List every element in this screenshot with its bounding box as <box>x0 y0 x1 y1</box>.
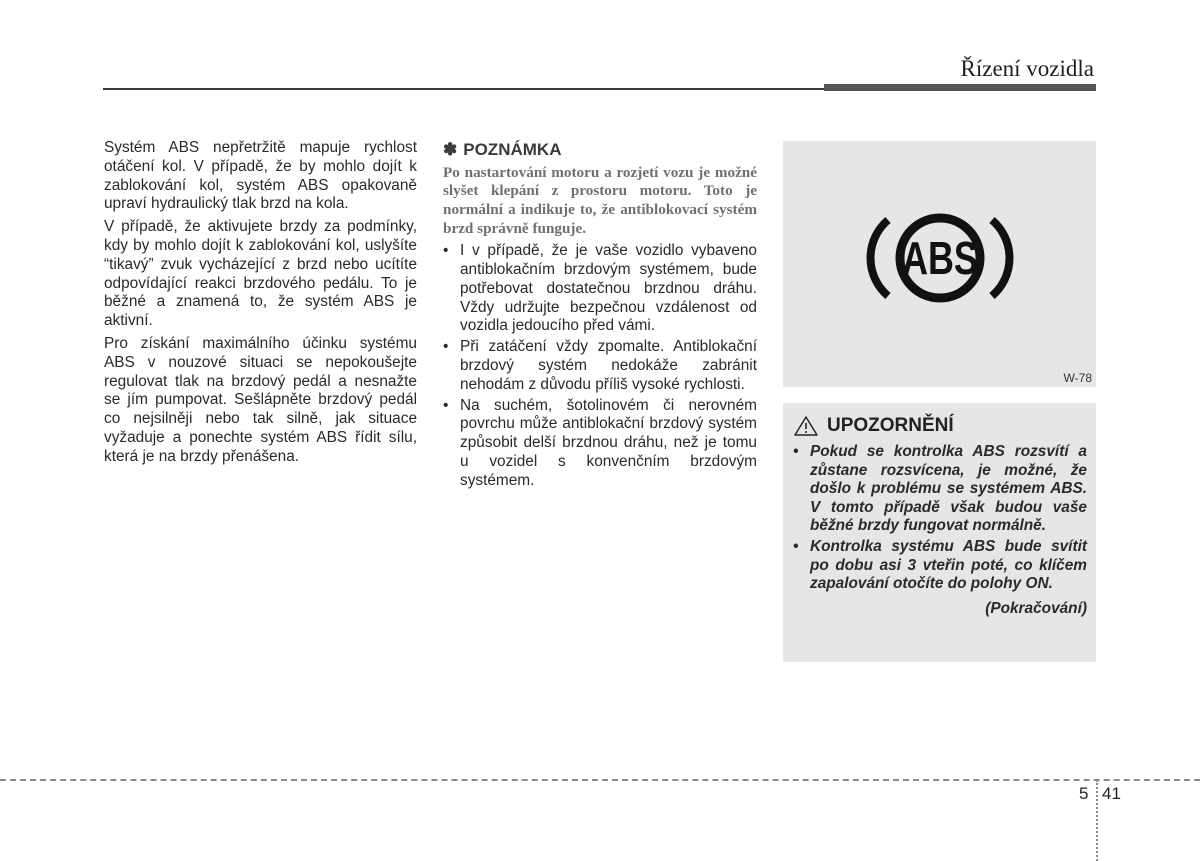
footer-divider <box>0 779 1200 781</box>
list-item-text: Kontrolka systému ABS bude svítit po dobu asi 3 vteřin poté, co klíčem zapalování otočíte do polohy ON. <box>810 537 1087 593</box>
bullet-icon: • <box>443 396 449 414</box>
bullet-icon: • <box>443 242 449 260</box>
list-item <box>443 242 757 336</box>
abs-warning-icon <box>860 203 1020 313</box>
note-bullet-list <box>443 242 757 490</box>
note-heading-label: POZNÁMKA <box>463 140 562 159</box>
warning-list <box>793 443 1087 618</box>
warning-heading-label: UPOZORNĚNÍ <box>827 415 954 436</box>
paragraph: Systém ABS nepřetržitě mapuje rychlost otáčení kol. V případě, že by mohlo dojít k zablokování kol, systém ABS opakovaně upraví hydraulický tlak brzd na kola. <box>104 139 417 213</box>
list-item-text: Na suchém, šotolinovém či nerovném povrchu může antiblokační brzdový systém způsobit delší brzdnou dráhu, než je tomu u vozidel s konvenčním brzdovým systémem. <box>460 396 757 489</box>
list-item <box>793 538 1087 594</box>
warning-panel <box>783 403 1096 662</box>
list-item <box>443 397 757 491</box>
note-star-icon: ✽ <box>443 140 458 159</box>
section-number: 5 <box>1079 784 1089 803</box>
list-item-text: I v případě, že je vaše vozidlo vybaveno antiblokačním brzdovým systémem, bude potřebovat dostatečnou brzdnou dráhu. Vždy udržujte bezpečnou vzdálenost od vozidla jedoucího před vámi. <box>460 242 757 335</box>
abs-icon-label: ABS <box>902 232 978 285</box>
list-item-text: Pokud se kontrolka ABS rozsvítí a zůstane rozsvícena, je možné, že došlo k problému se systémem ABS. V tomto případě však budou vaše běžné brzdy fungovat normálně. <box>810 443 1087 535</box>
figure-code: W-78 <box>1063 371 1092 385</box>
page-number: 41 <box>1102 784 1121 803</box>
header-rule-accent <box>824 84 1096 91</box>
header-rule <box>103 88 824 90</box>
abs-figure-panel <box>783 141 1096 387</box>
note-column <box>443 141 757 493</box>
list-item <box>443 338 757 394</box>
bullet-icon: • <box>443 338 449 356</box>
paragraph: V případě, že aktivujete brzdy za podmínky, kdy by mohlo dojít k zablokování kol, uslyšíte “tikavý” zvuk vycházející z brzd nebo ucítíte odpovídající reakci brzdového pedálu. To je běžné a znamená to, že systém ABS je aktivní. <box>104 218 417 330</box>
note-body: Po nastartování motoru a rozjetí vozu je možné slyšet klepání z prostoru motoru. Toto je normální a indikuje to, že antiblokovací systém brzd správně funguje. <box>443 163 757 237</box>
continued-label: (Pokračování) <box>985 599 1087 617</box>
footer-vertical-divider <box>1096 780 1098 861</box>
main-text-column <box>104 139 417 471</box>
warning-triangle-icon <box>793 415 819 437</box>
list-item-text: Při zatáčení vždy zpomalte. Antiblokační brzdový systém nedokáže zabránit nehodám z důvodu příliš vysoké rychlosti. <box>460 338 757 393</box>
page-header-title: Řízení vozidla <box>960 56 1094 81</box>
warning-heading <box>793 415 954 437</box>
note-heading <box>443 141 757 160</box>
list-item <box>793 443 1087 536</box>
paragraph: Pro získání maximálního účinku systému ABS v nouzové situaci se nepokoušejte regulovat tlak na brzdový pedál a nesnažte se jím pumpovat. Sešlápněte brzdový pedál co nejsilněji nebo tak silně, jak situace vyžaduje a ponechte systém ABS řídit sílu, která je na brzdy přenášena. <box>104 334 417 465</box>
bullet-icon: • <box>793 443 799 460</box>
bullet-icon: • <box>793 537 799 555</box>
